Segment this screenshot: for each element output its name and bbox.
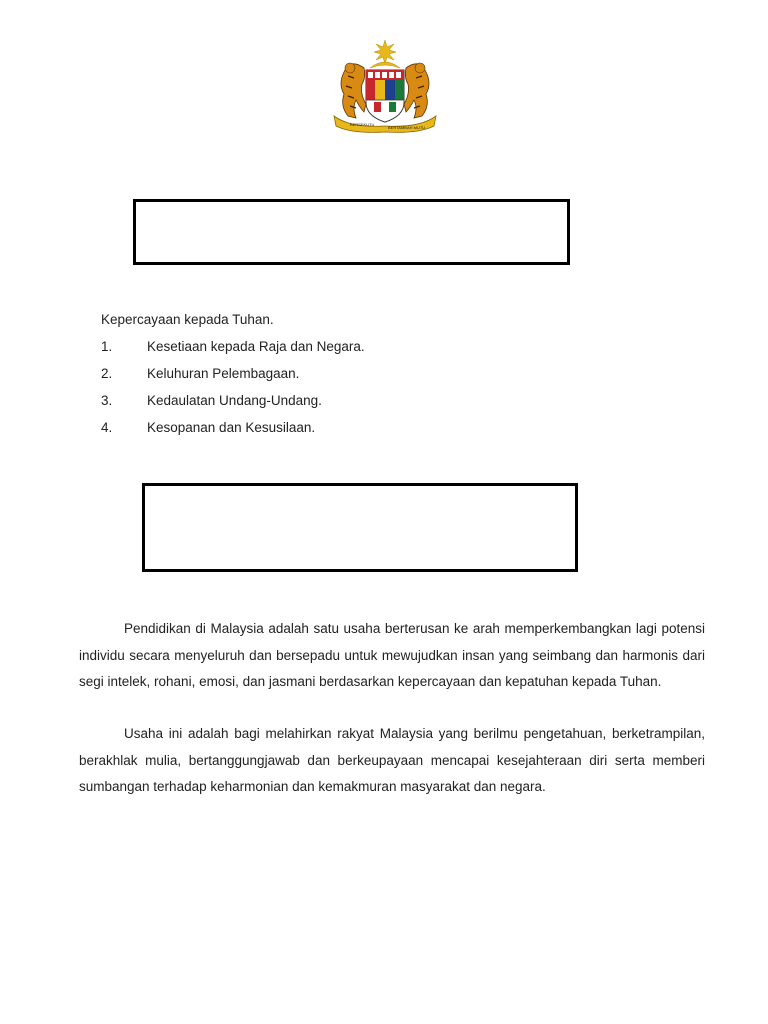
list-item: [101, 333, 661, 360]
tiger-left-icon: [341, 63, 366, 118]
list-item-text: Kesopanan dan Kesusilaan.: [147, 420, 316, 435]
shield-icon: [366, 70, 404, 122]
list-item-text: Kesetiaan kepada Raja dan Negara.: [147, 339, 365, 354]
paragraph-text: Pendidikan di Malaysia adalah satu usaha berterusan ke arah memperkembangkan lagi potensi individu secara menyeluruh dan bersepadu untuk mewujudkan insan yang seimbang dan harmonis dari segi intelek, rohani, emosi, dan jasmani berdasarkan kepercayaan dan kepatuhan kepada Tuhan.: [79, 621, 705, 689]
motto-right-text: BERTAMBAH MUTU: [388, 125, 426, 130]
list-item: [101, 360, 661, 387]
malaysia-coat-of-arms-icon: [330, 38, 440, 134]
list-item: [101, 387, 661, 414]
list-item-number: 1.: [101, 339, 113, 354]
philosophy-paragraph-2: [79, 721, 705, 801]
list-item-text: Keluhuran Pelembagaan.: [147, 366, 300, 381]
principles-list: [101, 306, 661, 441]
star-icon: [374, 40, 396, 64]
heading-box-rukun-negara: [133, 199, 570, 265]
list-item-text: Kedaulatan Undang-Undang.: [147, 393, 322, 408]
principles-intro: Kepercayaan kepada Tuhan.: [101, 312, 274, 327]
list-item-number: 4.: [101, 420, 113, 435]
paragraph-text: Usaha ini adalah bagi melahirkan rakyat Malaysia yang berilmu pengetahuan, berketrampilan, berakhlak mulia, bertanggungjawab dan berkeupayaan mencapai kesejahteraan diri serta memberi sumbangan terhadap keharmonian dan kemakmuran masyarakat dan negara.: [79, 726, 705, 794]
list-item-number: 2.: [101, 366, 113, 381]
tiger-right-icon: [404, 63, 429, 118]
heading-box-falsafah-pendidikan: [142, 483, 578, 572]
list-item: [101, 414, 661, 441]
motto-left-text: BERSEKUTU: [350, 122, 375, 127]
list-item-number: 3.: [101, 393, 113, 408]
philosophy-paragraph-1: [79, 616, 705, 696]
